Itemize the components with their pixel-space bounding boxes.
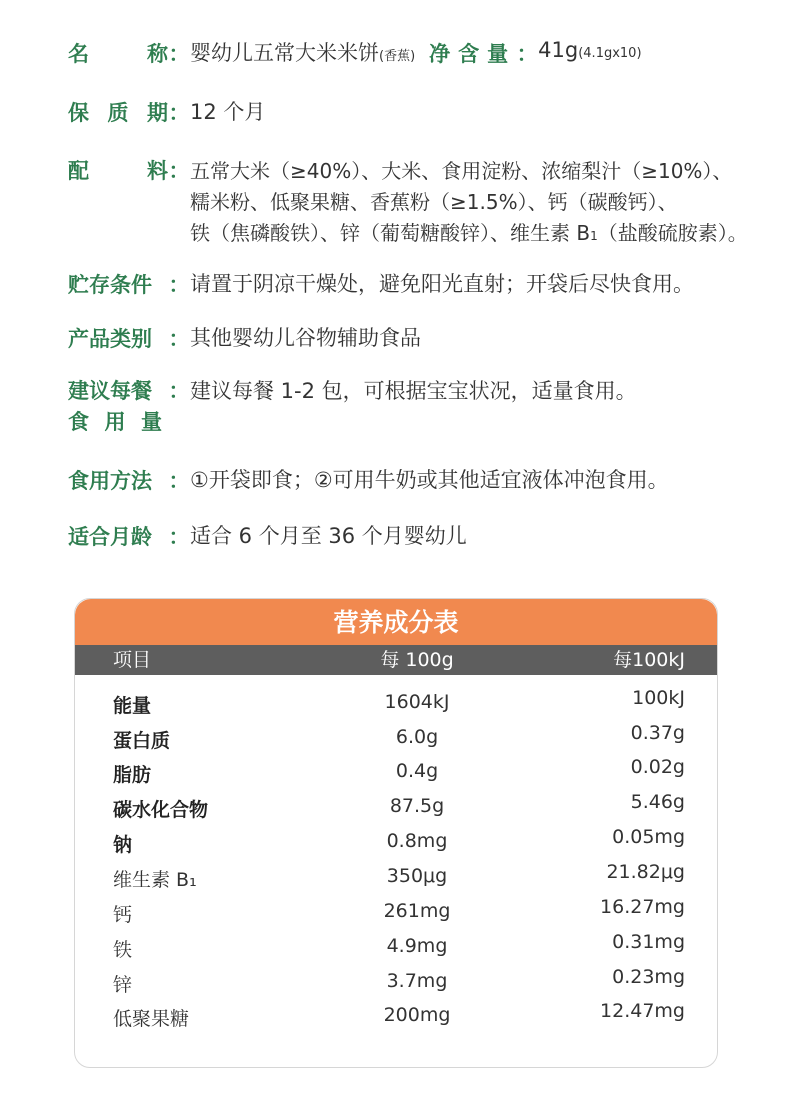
nutrient-per100g: 261mg — [383, 900, 451, 922]
nutrient-name: 铁 — [113, 939, 133, 961]
usage-row: 食用方法 ： ①开袋即食；②可用牛奶或其他适宜液体冲泡食用。 — [68, 465, 770, 496]
nutrient-per100g: 4.9mg — [386, 935, 448, 957]
ingredients-label: 配 料 — [68, 159, 168, 183]
usage-label: 食用方法 — [68, 469, 152, 493]
net-weight-value: 41g(4.1gx10) — [538, 38, 642, 62]
nutrient-name: 钙 — [113, 904, 133, 926]
nutrient-per100kj: 0.23mg — [612, 966, 685, 988]
table-row — [75, 998, 717, 1032]
nutrient-per100kj: 16.27mg — [600, 896, 685, 918]
nutrient-per100g: 87.5g — [389, 795, 445, 817]
nutrient-name: 低聚果糖 — [113, 1008, 190, 1030]
nutrient-name: 蛋白质 — [113, 730, 171, 752]
table-row — [75, 859, 717, 893]
nutrient-per100kj: 0.05mg — [612, 826, 685, 848]
table-row — [75, 720, 717, 754]
nutrition-title: 营养成分表 — [75, 599, 717, 645]
storage-value: 请置于阴凉干燥处，避免阳光直射；开袋后尽快食用。 — [190, 272, 694, 296]
header-per100g: 每 100g — [380, 649, 454, 671]
header-per100kj: 每100kJ — [613, 649, 685, 671]
serving-label: 建议每餐 食 用 量 — [68, 379, 162, 434]
storage-row: 贮存条件 ： 请置于阴凉干燥处，避免阳光直射；开袋后尽快食用。 — [68, 269, 770, 300]
nutrient-name: 维生素 B₁ — [113, 869, 197, 891]
nutrient-per100kj: 12.47mg — [600, 1000, 685, 1022]
nutrition-header — [75, 645, 717, 675]
shelf-life-value: 12 个月 — [190, 100, 266, 124]
nutrient-per100g: 0.8mg — [386, 830, 448, 852]
table-row — [75, 894, 717, 928]
table-row — [75, 824, 717, 858]
product-name-value: 婴幼儿五常大米米饼(香蕉) — [190, 41, 416, 65]
product-name-row: 名 称 ： 婴幼儿五常大米米饼(香蕉) 净含量 ： 41g(4.1gx10) — [68, 38, 642, 72]
age-row: 适合月龄 ： 适合 6 个月至 36 个月婴幼儿 — [68, 521, 770, 552]
table-row — [75, 929, 717, 963]
category-value: 其他婴幼儿谷物辅助食品 — [190, 326, 421, 350]
product-name-label: 名 称 — [68, 42, 168, 66]
shelf-life-row: 保 质 期 ： 12 个月 — [68, 97, 770, 128]
nutrient-per100kj: 5.46g — [630, 791, 685, 813]
ingredients-row: 配 料 ： 五常大米（≥40%）、大米、食用淀粉、浓缩梨汁（≥10%）、 糯米粉、低聚果糖、香蕉粉（≥1.5%）、钙（碳酸钙）、 铁（焦磷酸铁）、锌（葡萄糖酸锌）、维生素 B1（盐酸硫胺素）。 — [68, 156, 770, 252]
serving-value: 建议每餐 1-2 包，可根据宝宝状况，适量食用。 — [190, 379, 637, 403]
nutrient-name: 碳水化合物 — [113, 799, 209, 821]
table-row — [75, 754, 717, 788]
nutrient-per100g: 6.0g — [395, 726, 439, 748]
nutrient-per100kj: 100kJ — [632, 687, 685, 709]
usage-value: ①开袋即食；②可用牛奶或其他适宜液体冲泡食用。 — [190, 468, 669, 492]
table-row — [75, 964, 717, 998]
net-weight-label: 净含量 — [429, 42, 517, 66]
header-item: 项目 — [113, 649, 152, 671]
category-label: 产品类别 — [68, 327, 152, 351]
nutrient-name: 锌 — [113, 974, 133, 996]
nutrient-per100g: 350μg — [386, 865, 448, 887]
table-row — [75, 789, 717, 823]
nutrient-per100g: 0.4g — [395, 760, 439, 782]
age-value: 适合 6 个月至 36 个月婴幼儿 — [190, 524, 467, 548]
ingredients-value: 五常大米（≥40%）、大米、食用淀粉、浓缩梨汁（≥10%）、 糯米粉、低聚果糖、香蕉粉（≥1.5%）、钙（碳酸钙）、 铁（焦磷酸铁）、锌（葡萄糖酸锌）、维生素 B1（盐酸硫胺素）。 — [190, 159, 748, 245]
nutrient-per100g: 3.7mg — [386, 970, 448, 992]
nutrient-per100kj: 0.31mg — [612, 931, 685, 953]
nutrient-per100kj: 0.02g — [630, 756, 685, 778]
nutrient-per100g: 200mg — [383, 1004, 451, 1026]
nutrient-name: 能量 — [113, 695, 152, 717]
nutrient-name: 脂肪 — [113, 764, 152, 786]
age-label: 适合月龄 — [68, 525, 152, 549]
shelf-life-label: 保 质 期 — [68, 101, 168, 125]
serving-row: 建议每餐 食 用 量 ： 建议每餐 1-2 包，可根据宝宝状况，适量食用。 — [68, 376, 770, 438]
nutrient-per100kj: 0.37g — [630, 722, 685, 744]
nutrient-per100kj: 21.82μg — [606, 861, 685, 883]
table-row — [75, 685, 717, 719]
nutrient-per100g: 1604kJ — [384, 691, 450, 713]
storage-label: 贮存条件 — [68, 273, 152, 297]
nutrient-name: 钠 — [113, 834, 133, 856]
category-row: 产品类别 ： 其他婴幼儿谷物辅助食品 — [68, 323, 770, 354]
nutrition-table — [74, 598, 718, 1068]
